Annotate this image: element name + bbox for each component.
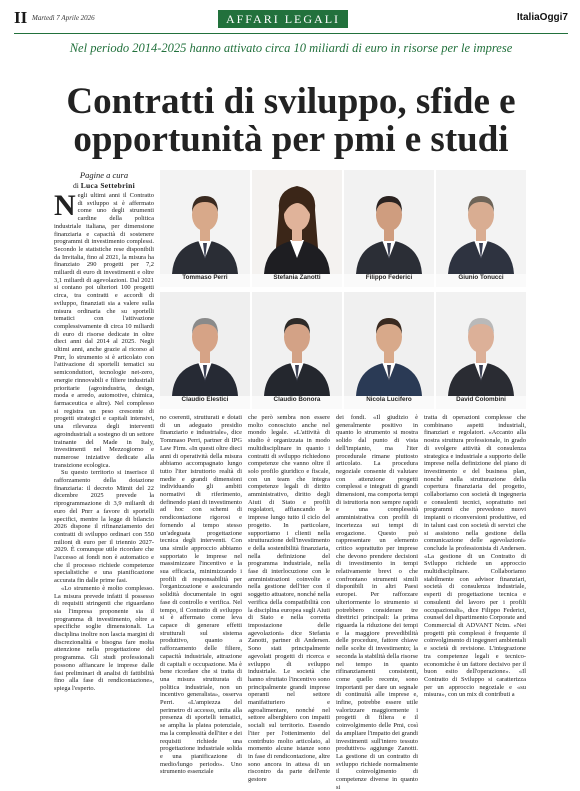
header-divider [14,33,568,34]
photo-caption: Filippo Federici [344,274,434,287]
byline-author: Luca Settebrini [80,181,135,190]
issue-date: Martedì 7 Aprile 2026 [32,14,95,22]
byline-di: di [72,181,79,190]
byline [54,170,154,190]
photo-portrait [160,292,250,409]
col1-paragraph-3: «Lo strumento è molto complesso. La misura prevede infatti il possesso di requisiti stringenti che riguardano sia l'impresa proponente sia il programma di investimento, oltre a specifiche soglie dimensionali. La disciplina inoltre non lascia margini di discrezionalità e bisogna fare molta attenzione nella progettazione del programma. Gli studi professionali possono affiancare le imprese dalle fasi preliminari di analisi di fattibilità fino alla fase di rendicontazione», spiega l'esperto. [54,584,154,692]
portrait-image [252,170,342,274]
col1-paragraph-2: Su questo territorio si inserisce il rafforzamento della dotazione finanziaria: il decreto Mimit del 22 dicembre 2025 prevede la riprogrammazione di 3,9 miliardi di euro del Pnrr a favore di sportelli specifici, mentre la legge di bilancio 2026 dispone il rifinanziamento dei contratti di sviluppo ordinari con 550 milioni di euro per il triennio 2027-2029. È comunque utile ricordare che l'accesso ai fondi non è automatico e che il processo richiede competenze specialistiche e una pianificazione accurata fin dalle prime fasi. [54,469,154,585]
photo-portrait [436,292,526,409]
photo-caption: David Colombini [436,396,526,409]
portrait-image [252,292,342,396]
portrait-image [344,292,434,396]
portrait-image [436,170,526,274]
section-label: AFFARI LEGALI [218,10,348,28]
photo-caption: Claudio Bonora [252,396,342,409]
photo-portrait [344,170,434,287]
photo-portrait [344,292,434,409]
article-column-1 [54,189,154,742]
photo-caption: Giunio Tonucci [436,274,526,287]
photo-portrait [252,292,342,409]
brand-logo: ItaliaOggi7 [516,12,568,23]
photo-caption: Tommaso Perri [160,274,250,287]
page-number: II [14,8,28,27]
portrait-image [436,292,526,396]
article-kicker: Nel periodo 2014-2025 hanno attivato circa 10 miliardi di euro in risorse per le imprese [69,41,513,55]
photo-caption: Nicola Lucifero [344,396,434,409]
photo-portrait [160,170,250,287]
portrait-image [344,170,434,274]
portrait-image [160,170,250,274]
article-column-3: che però sembra non essere molto conosciuto anche nel mondo legale. «L'attività di studio è organizzata in modo multidisciplinare in quanto i contratti di sviluppo richiedono competenze che vanno oltre il solo profilo giuridico e fiscale, con un team che integra competenze legali di diritto amministrativo, diritto degli Aiuti di Stato e profili regolatori, affiancando le imprese lungo tutto il ciclo del progetto. In particolare, supportiamo i clienti nella strutturazione dell'investimento e della sostenibilità finanziaria, nella definizione del programma industriale, nella fase di interlocuzione con le amministrazioni coinvolte e nella gestione dell'iter con il soggetto attuatore, nonché nella verifica della compatibilità con la disciplina europea sugli Aiuti di Stato e nella corretta impostazione delle agevolazioni» dice Stefania Zanotti, partner di Andersen. Sono stati principalmente agevolati progetti di ricerca e sviluppo di sviluppo industriale. Le società che hanno sfruttato l'incentivo sono principalmente grandi imprese operanti nel settore manifatturiero e agroalimentare, nonché nel settore alberghiero con impatti sociali sul territorio. Essendo l'iter per l'ottenimento del contributo molto articolato, al momento alcune istanze sono in fase di rendicontazione, altre sono ancora in attesa di un riscontro da parte dell'ente gestore [248,414,330,784]
photo-portrait [252,170,342,287]
drop-cap: N [54,189,76,222]
byline-pages: Pagine a cura [79,170,129,180]
page-header [14,8,568,30]
photo-caption: Stefania Zanotti [252,274,342,287]
article-column-5: tratta di operazioni complesse che combinano aspetti industriali, finanziari e regolatori. «Accanto alla nostra struttura professionale, in grado di svolgere attività di consulenza strategica e industriale a supporto delle imprese nella definizione del piano di investimento e del business plan, nonché nella strutturazione della copertura finanziaria del progetto, collaboriamo con società di ingegneria e consulenti tecnici, soprattutto nei programmi che prevedono nuovi impianti o riconversioni produttive, ed in taluni casi con società di servizi che si assistono nella gestione della comunicazione delle agevolazioni» conclude la professionista di Andersen. «La gestione di un Contratto di Sviluppo richiede un approccio multidisciplinare. Collaboriamo stabilmente con advisor finanziari, società di consulenza industriale, esperti di progettazione tecnica e consulenti del lavoro per i profili occupazionali», dice Filippo Federici, counsel del dipartimento Corporate and Commercial di ADVANT Nctm. «Nei progetti più complessi è frequente il coinvolgimento di ingegneri ambientali e società di revisione. L'integrazione tra competenze legali e tecnico-economiche è un fattore decisivo per il buon esito dell'operazione». «Il Contratto di Sviluppo si caratterizza per un approccio negoziale e «su misura», con un mix di contributi a [424,414,526,699]
article-column-4: dei fondi. «Il giudizio è generalmente positivo in quanto lo strumento si mostra solido dal punto di vista dell'impianto, ma l'iter procedurale rimane piuttosto articolato. La procedura negoziale consente di valutare con attenzione progetti complessi e integrati di grandi dimensioni, ma comporta tempi di istruttoria non sempre rapidi e una complessità amministrativa con profili di incertezza sui tempi di erogazione. Questo può rappresentare un elemento critico soprattutto per imprese che devono prendere decisioni di investimento in tempi relativamente brevi o che confrontano strumenti simili disponibili in altri Paesi europei. Per rafforzare ulteriormente lo strumento si potrebbero considerare tre direttrici principali: la prima riguarda la riduzione dei tempi e la maggiore prevedibilità delle procedure, fattore chiave nelle scelte di investimento; la seconda la stabilità della risorse nel tempo in quanto rifinanziamenti consistenti, come quello recente, sono importanti per dare un segnale di continuità alle imprese e, infine, potrebbe essere utile valorizzare maggiormente i progetti di filiera e il coinvolgimento delle Pmi, così da ampliare l'impatto dei grandi investimenti sull'intero tessuto produttivo» aggiunge Zanotti. La gestione di un contratto di sviluppo richiede normalmente il coinvolgimento di competenze diverse in quanto si [336,414,418,791]
portrait-image [160,292,250,396]
col1-paragraph-1: egli ultimi anni il Contratto di sviluppo si è affermato come uno degli strumenti cardine della politica industriale italiana, per dimensione finanziaria e capacità di sostenere programmi di investimento complessi. Secondo le statistiche rese disponibili da Invitalia, fino al 2021, la misura ha finanziato 290 progetti per 7,2 miliardi di euro di investimenti e oltre 3,1 miliardi di agevolazioni. Dal 2021 si contano poi ulteriori 100 progetti circa, tra contratti e accordi di sviluppo, finanziati sia a valere sulla misura ordinaria che su sportelli tematici con l'attivazione complessivamente di circa 10 miliardi di euro di risorse dedicate in oltre dieci anni dal 2014 al 2025. Negli ultimi anni, anche grazie al ricorso al Pnrr, lo strumento si è articolato con l'attivazione di sportelli tematici su semiconduttori, tecnologie net-zero, energie rinnovabili e filiere industriali prioritarie (agroindustria, design, moda e arredo, automotive, chimica, farmaceutica e altre). Nel complesso si registra un peso crescente di progetti strategici e capitali intensivi, una rilevanza degli interventi agroindustriali a sostegno di un settore trainante del Made in Italy, investimenti nel Mezzogiorno e numerose iniziative dedicate alla transizione ecologica. [54,192,154,469]
article-headline: Contratti di sviluppo, sfide e opportunità per pmi e studi [66,81,516,160]
photo-portrait [436,170,526,287]
article-column-2: no coerenti, strutturati e dotati di un adeguato presidio finanziario e industriale», dice Tommaso Perri, partner di IPG Law Firm. «In questi oltre dieci anni di operatività della misura abbiamo accompagnato lungo tutto l'iter istruttorio realtà di medie e grandi dimensioni individuando gli ambiti normativi di riferimento, definendo piani di investimento ad hoc con schemi di rendicontazione rigorosi e fornendo al tempo stesso un'adeguata progettazione tecnica degli interventi. Con una simile approccio abbiamo supportato le imprese nel massimizzare l'incentivo e la sua efficacia, minimizzando i profili di responsabilità per l'organizzazione e assicurando solidità documentale in ogni fase di controllo e verifica. Nel tempo, il Contratto di sviluppo si è affermato come leva capace di generare effetti strutturali sul sistema produttivo, quanto a rafforzamento delle filiere, capacità industriale, attrazione di capitali e occupazione. Ma è bene ricordare che si tratta di una misura strutturata di politica industriale, non un incentivo generalista», osserva Perri. «L'ampiezza del perimetro di accesso, unita alla presenza di sportelli tematici, se amplia la platea potenziale, ma la complessità dell'iter e dei requisiti richiede una progettazione industriale solida e una pianificazione di medio/lungo periodo». Uno strumento essenziale [160,414,242,776]
photo-caption: Claudio Elestici [160,396,250,409]
